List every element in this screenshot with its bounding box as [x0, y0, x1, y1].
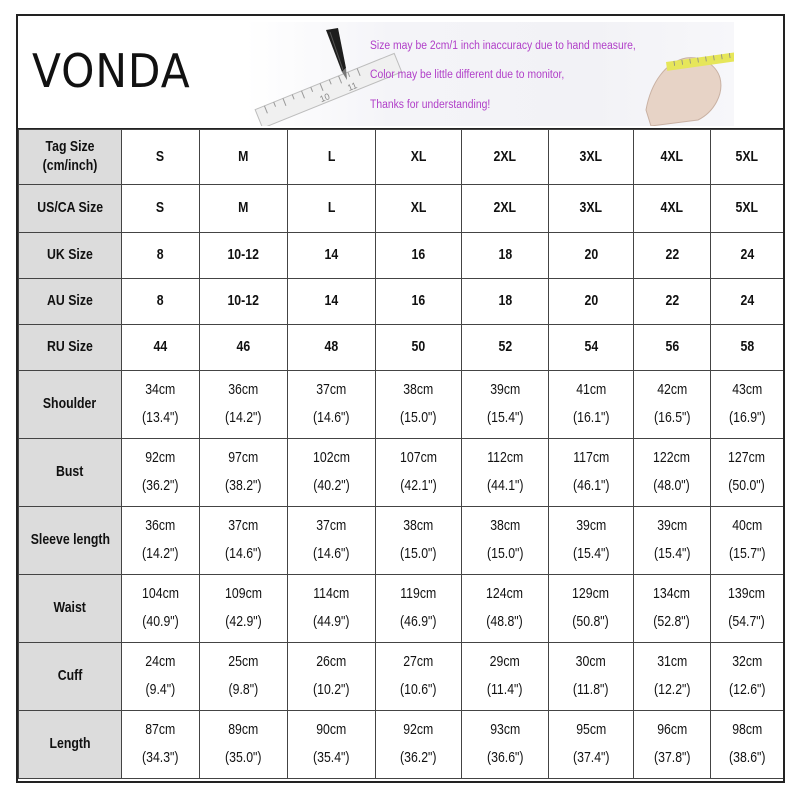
row-label: [19, 711, 122, 779]
cell-value: 30cm: [575, 653, 607, 671]
cell-inch-value: (36.2"): [142, 477, 179, 494]
cell-inch-value: (10.6"): [400, 681, 437, 698]
size-cell: [288, 185, 376, 233]
row-label: [19, 279, 122, 325]
cell-inch-value: (38.6"): [728, 749, 766, 766]
cell-inch-value: (46.1"): [572, 477, 610, 494]
cell-value: 40cm: [731, 517, 763, 535]
size-cell: [376, 130, 462, 185]
size-cell: [376, 325, 462, 371]
cell-inch-value: (15.0"): [486, 545, 524, 562]
cell-value: 41cm: [575, 381, 607, 399]
size-cell: [711, 439, 784, 507]
table-row: [19, 130, 784, 185]
cell-inch-value: (16.1"): [572, 409, 610, 426]
cell-value: 20: [584, 292, 598, 310]
cell-value: 4XL: [660, 147, 684, 165]
cell-value: 16: [411, 292, 426, 310]
row-label: [19, 130, 122, 185]
note-line: Color may be little different due to monitor,: [370, 69, 565, 81]
cell-inch-value: (40.2"): [313, 477, 350, 494]
cell-value: 36cm: [228, 381, 259, 399]
size-cell: [376, 507, 462, 575]
cell-inch-value: (9.4"): [145, 681, 176, 698]
cell-value: 2XL: [493, 147, 517, 165]
cell-value: 87cm: [145, 721, 176, 739]
size-cell: [549, 371, 634, 439]
cell-value: 22: [665, 246, 679, 264]
size-cell: [376, 439, 462, 507]
table-row: [19, 439, 784, 507]
size-cell: [122, 507, 200, 575]
size-cell: [711, 279, 784, 325]
row-label-line: Tag Size: [45, 138, 95, 156]
row-label: [19, 575, 122, 643]
note-line: Thanks for understanding!: [370, 99, 491, 111]
cell-value: 90cm: [316, 721, 347, 739]
table-row: [19, 643, 784, 711]
table-row: [19, 711, 784, 779]
cell-value: 89cm: [228, 721, 259, 739]
row-label: [19, 643, 122, 711]
size-cell: [288, 371, 376, 439]
size-cell: [200, 371, 288, 439]
cell-value: 39cm: [656, 517, 688, 535]
cell-value: 39cm: [489, 381, 521, 399]
row-label-text: US/CA Size: [37, 199, 103, 217]
cell-value: 26cm: [316, 653, 347, 671]
cell-value: 98cm: [731, 721, 763, 739]
size-cell: [200, 130, 288, 185]
size-cell: [200, 279, 288, 325]
size-cell: [288, 711, 376, 779]
cell-value: M: [238, 147, 249, 165]
cell-value: 36cm: [145, 517, 176, 535]
cell-value: S: [156, 147, 165, 165]
cell-inch-value: (48.8"): [486, 613, 524, 630]
cell-value: 52: [498, 338, 512, 356]
cell-value: 27cm: [403, 653, 434, 671]
cell-value: 102cm: [313, 449, 350, 467]
cell-inch-value: (14.6"): [313, 545, 350, 562]
row-label: [19, 325, 122, 371]
cell-inch-value: (16.9"): [728, 409, 766, 426]
size-cell: [549, 575, 634, 643]
cell-value: M: [238, 199, 249, 217]
cell-inch-value: (52.8"): [653, 613, 691, 630]
size-cell: [122, 439, 200, 507]
cell-value: 2XL: [493, 199, 517, 217]
cell-inch-value: (50.0"): [728, 477, 766, 494]
size-cell: [711, 371, 784, 439]
row-label: [19, 439, 122, 507]
size-cell: [122, 279, 200, 325]
size-cell: [462, 185, 549, 233]
cell-value: 134cm: [653, 585, 691, 603]
cell-value: 104cm: [142, 585, 179, 603]
cell-value: 43cm: [731, 381, 763, 399]
size-cell: [122, 575, 200, 643]
size-cell: [200, 439, 288, 507]
cell-value: XL: [410, 199, 427, 217]
cell-value: 29cm: [489, 653, 521, 671]
size-cell: [376, 233, 462, 279]
cell-value: 20: [584, 246, 598, 264]
size-cell: [711, 643, 784, 711]
cell-inch-value: (15.7"): [728, 545, 766, 562]
cell-inch-value: (40.9"): [142, 613, 179, 630]
size-cell: [634, 711, 711, 779]
cell-inch-value: (9.8"): [228, 681, 259, 698]
size-cell: [549, 507, 634, 575]
row-label: [19, 185, 122, 233]
chart-header: [18, 16, 783, 130]
cell-inch-value: (50.8"): [572, 613, 610, 630]
cell-inch-value: (35.0"): [225, 749, 262, 766]
cell-value: 25cm: [228, 653, 259, 671]
cell-value: 107cm: [400, 449, 437, 467]
cell-value: 16: [411, 246, 426, 264]
size-cell: [288, 575, 376, 643]
cell-value: 109cm: [225, 585, 262, 603]
cell-value: 119cm: [400, 585, 437, 603]
cell-value: 3XL: [579, 199, 603, 217]
size-cell: [376, 371, 462, 439]
cell-value: L: [327, 199, 336, 217]
table-row: [19, 371, 784, 439]
cell-value: 10-12: [227, 292, 260, 310]
cell-inch-value: (15.4"): [572, 545, 610, 562]
cell-inch-value: (35.4"): [313, 749, 350, 766]
row-label: [19, 507, 122, 575]
size-cell: [288, 279, 376, 325]
size-cell: [200, 643, 288, 711]
cell-inch-value: (15.0"): [400, 545, 437, 562]
cell-inch-value: (14.2"): [142, 545, 179, 562]
table-row: [19, 507, 784, 575]
row-label-text: Length: [49, 735, 91, 753]
size-cell: [122, 325, 200, 371]
size-cell: [200, 507, 288, 575]
size-cell: [462, 325, 549, 371]
size-cell: [376, 279, 462, 325]
cell-value: 112cm: [486, 449, 524, 467]
size-cell: [376, 575, 462, 643]
cell-value: 92cm: [403, 721, 434, 739]
brand-logo: VONDA: [32, 44, 191, 98]
cell-value: 22: [665, 292, 679, 310]
cell-value: 8: [157, 292, 164, 310]
cell-value: 117cm: [572, 449, 610, 467]
cell-inch-value: (16.5"): [653, 409, 691, 426]
row-label-text: Shoulder: [43, 395, 97, 413]
size-cell: [376, 643, 462, 711]
cell-value: 50: [411, 338, 426, 356]
cell-value: 10-12: [227, 246, 260, 264]
cell-value: 122cm: [653, 449, 691, 467]
cell-inch-value: (42.9"): [225, 613, 262, 630]
cell-value: 24cm: [145, 653, 176, 671]
size-cell: [634, 279, 711, 325]
size-table: [18, 129, 784, 779]
note-line: Size may be 2cm/1 inch inaccuracy due to hand measure,: [370, 40, 636, 52]
row-label-text: Bust: [56, 463, 84, 481]
cell-value: 124cm: [486, 585, 524, 603]
cell-inch-value: (15.0"): [400, 409, 437, 426]
cell-value: 127cm: [728, 449, 766, 467]
row-label-text: Waist: [53, 599, 87, 617]
ruler-number: 10: [318, 91, 332, 105]
cell-inch-value: (37.8"): [653, 749, 691, 766]
cell-inch-value: (12.6"): [728, 681, 766, 698]
cell-value: 5XL: [735, 147, 759, 165]
size-cell: [549, 279, 634, 325]
size-cell: [200, 185, 288, 233]
cell-value: 3XL: [579, 147, 603, 165]
cell-value: 5XL: [735, 199, 759, 217]
cell-value: XL: [410, 147, 427, 165]
ruler-number: 11: [346, 80, 359, 93]
cell-inch-value: (14.6"): [313, 409, 350, 426]
row-label-text: AU Size: [47, 292, 93, 310]
cell-inch-value: (42.1"): [400, 477, 437, 494]
cell-value: 38cm: [403, 381, 434, 399]
size-cell: [634, 507, 711, 575]
cell-inch-value: (12.2"): [653, 681, 691, 698]
cell-value: 4XL: [660, 199, 684, 217]
cell-value: 95cm: [575, 721, 607, 739]
size-cell: [462, 371, 549, 439]
cell-value: 56: [665, 338, 679, 356]
row-label-text: Cuff: [57, 667, 83, 685]
cell-value: 24: [740, 292, 754, 310]
cell-value: 32cm: [731, 653, 763, 671]
size-cell: [462, 643, 549, 711]
row-label: [19, 371, 122, 439]
size-cell: [634, 575, 711, 643]
cell-value: 38cm: [489, 517, 521, 535]
size-cell: [122, 185, 200, 233]
cell-value: 139cm: [728, 585, 766, 603]
hand-tape-icon: [646, 52, 734, 126]
cell-inch-value: (15.4"): [653, 545, 691, 562]
cell-value: 58: [740, 338, 754, 356]
cell-inch-value: (44.9"): [313, 613, 350, 630]
cell-inch-value: (15.4"): [486, 409, 524, 426]
cell-value: 96cm: [656, 721, 688, 739]
size-cell: [122, 643, 200, 711]
size-cell: [288, 233, 376, 279]
cell-inch-value: (34.3"): [142, 749, 179, 766]
size-cell: [122, 130, 200, 185]
size-cell: [711, 233, 784, 279]
cell-value: 93cm: [489, 721, 521, 739]
cell-value: 18: [498, 246, 512, 264]
cell-value: 37cm: [316, 381, 347, 399]
cell-value: 31cm: [656, 653, 688, 671]
size-cell: [634, 371, 711, 439]
row-label: [19, 233, 122, 279]
cell-value: 14: [324, 292, 339, 310]
cell-value: 8: [157, 246, 164, 264]
size-cell: [462, 130, 549, 185]
cell-inch-value: (44.1"): [486, 477, 524, 494]
size-cell: [376, 185, 462, 233]
size-cell: [634, 185, 711, 233]
size-cell: [122, 371, 200, 439]
size-cell: [122, 233, 200, 279]
cell-value: 37cm: [228, 517, 259, 535]
cell-inch-value: (38.2"): [225, 477, 262, 494]
size-cell: [634, 643, 711, 711]
cell-inch-value: (11.8"): [573, 681, 609, 698]
cell-value: S: [156, 199, 165, 217]
size-cell: [288, 439, 376, 507]
cell-value: 38cm: [403, 517, 434, 535]
size-cell: [549, 130, 634, 185]
cell-value: 18: [498, 292, 512, 310]
row-label-text: UK Size: [47, 246, 93, 264]
cell-value: 24: [740, 246, 754, 264]
table-row: [19, 575, 784, 643]
row-label-text: Sleeve length: [30, 531, 110, 549]
size-cell: [288, 643, 376, 711]
size-cell: [462, 439, 549, 507]
measurement-banner: [246, 22, 734, 126]
size-cell: [634, 325, 711, 371]
size-cell: [288, 130, 376, 185]
cell-inch-value: (37.4"): [572, 749, 610, 766]
cell-value: 14: [324, 246, 339, 264]
size-cell: [122, 711, 200, 779]
cell-inch-value: (11.4"): [487, 681, 523, 698]
row-label-line: (cm/inch): [42, 157, 98, 174]
cell-value: 48: [324, 338, 339, 356]
size-cell: [711, 325, 784, 371]
cell-inch-value: (36.2"): [400, 749, 437, 766]
cell-inch-value: (10.2"): [313, 681, 350, 698]
cell-value: 42cm: [656, 381, 688, 399]
cell-inch-value: (14.2"): [225, 409, 262, 426]
cell-inch-value: (54.7"): [728, 613, 766, 630]
size-cell: [200, 233, 288, 279]
cell-inch-value: (13.4"): [142, 409, 179, 426]
size-cell: [711, 130, 784, 185]
size-cell: [200, 711, 288, 779]
size-cell: [711, 711, 784, 779]
cell-value: 44: [153, 338, 168, 356]
size-cell: [462, 279, 549, 325]
size-chart: [16, 14, 785, 783]
size-cell: [549, 439, 634, 507]
size-cell: [200, 575, 288, 643]
size-cell: [200, 325, 288, 371]
size-cell: [462, 575, 549, 643]
table-row: [19, 185, 784, 233]
table-row: [19, 279, 784, 325]
size-cell: [549, 325, 634, 371]
size-cell: [462, 711, 549, 779]
cell-value: 39cm: [575, 517, 607, 535]
cell-value: 92cm: [145, 449, 176, 467]
size-cell: [634, 439, 711, 507]
cell-value: 97cm: [228, 449, 259, 467]
size-cell: [376, 711, 462, 779]
size-cell: [549, 233, 634, 279]
cell-value: 54: [584, 338, 598, 356]
cell-value: L: [327, 147, 336, 165]
size-cell: [711, 507, 784, 575]
table-row: [19, 325, 784, 371]
cell-inch-value: (14.6"): [225, 545, 262, 562]
size-cell: [549, 643, 634, 711]
cell-value: 37cm: [316, 517, 347, 535]
size-cell: [634, 233, 711, 279]
size-cell: [549, 711, 634, 779]
size-cell: [549, 185, 634, 233]
cell-value: 46: [236, 338, 251, 356]
size-cell: [288, 325, 376, 371]
size-cell: [634, 130, 711, 185]
row-label-text: RU Size: [47, 338, 93, 356]
cell-inch-value: (46.9"): [400, 613, 437, 630]
size-cell: [711, 185, 784, 233]
cell-inch-value: (48.0"): [653, 477, 691, 494]
size-cell: [462, 507, 549, 575]
cell-value: 34cm: [145, 381, 176, 399]
size-cell: [711, 575, 784, 643]
table-row: [19, 233, 784, 279]
cell-inch-value: (36.6"): [486, 749, 524, 766]
size-cell: [288, 507, 376, 575]
cell-value: 114cm: [313, 585, 350, 603]
size-cell: [462, 233, 549, 279]
cell-value: 129cm: [572, 585, 610, 603]
